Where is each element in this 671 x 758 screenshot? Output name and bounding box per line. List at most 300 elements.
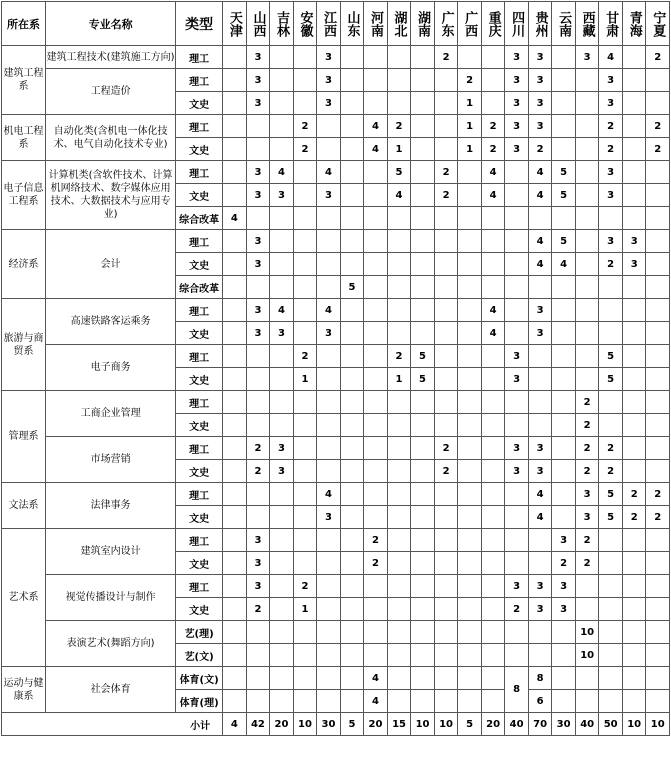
quota-cell [458, 529, 482, 552]
quota-cell [434, 276, 458, 299]
quota-cell: 4 [481, 299, 505, 322]
quota-cell: 2 [293, 345, 317, 368]
quota-cell [317, 529, 341, 552]
quota-cell [458, 253, 482, 276]
major-cell: 市场营销 [46, 437, 176, 483]
quota-cell: 3 [622, 253, 646, 276]
quota-cell [505, 207, 529, 230]
quota-cell [622, 529, 646, 552]
quota-cell: 3 [505, 575, 529, 598]
dept-cell: 管理系 [2, 391, 46, 483]
quota-cell: 3 [552, 598, 576, 621]
quota-cell [317, 115, 341, 138]
quota-cell [223, 529, 247, 552]
quota-cell [552, 644, 576, 667]
quota-cell [340, 529, 364, 552]
quota-cell [622, 207, 646, 230]
quota-cell [505, 529, 529, 552]
quota-cell [622, 46, 646, 69]
quota-cell [552, 667, 576, 690]
quota-cell [622, 621, 646, 644]
quota-cell: 3 [246, 230, 270, 253]
quota-cell [411, 506, 435, 529]
quota-cell [317, 253, 341, 276]
quota-cell [223, 92, 247, 115]
dept-cell: 运动与健康系 [2, 667, 46, 713]
quota-cell [411, 46, 435, 69]
quota-cell: 5 [552, 230, 576, 253]
enrollment-plan-table [1, 1, 670, 736]
header-province: 青海 [622, 2, 646, 46]
quota-cell: 4 [223, 207, 247, 230]
quota-cell [411, 575, 435, 598]
quota-cell: 2 [434, 161, 458, 184]
quota-cell [411, 138, 435, 161]
quota-cell: 3 [599, 69, 623, 92]
quota-cell [505, 161, 529, 184]
quota-cell [458, 322, 482, 345]
quota-cell [599, 552, 623, 575]
table-row [2, 391, 670, 414]
quota-cell: 3 [246, 161, 270, 184]
quota-cell [293, 391, 317, 414]
quota-cell [387, 437, 411, 460]
quota-cell: 4 [528, 161, 552, 184]
quota-cell [246, 506, 270, 529]
quota-cell [293, 506, 317, 529]
quota-cell [528, 552, 552, 575]
quota-cell: 2 [434, 46, 458, 69]
quota-cell [317, 621, 341, 644]
quota-cell [223, 299, 247, 322]
quota-cell [481, 437, 505, 460]
quota-cell [505, 391, 529, 414]
quota-cell: 2 [575, 437, 599, 460]
quota-cell [481, 391, 505, 414]
quota-cell [364, 92, 388, 115]
quota-cell: 3 [246, 46, 270, 69]
dept-cell: 电子信息工程系 [2, 161, 46, 230]
quota-cell [340, 644, 364, 667]
quota-cell: 4 [364, 690, 388, 713]
major-cell: 电子商务 [46, 345, 176, 391]
quota-cell [223, 460, 247, 483]
quota-cell: 3 [575, 506, 599, 529]
quota-cell: 2 [364, 552, 388, 575]
quota-cell [622, 690, 646, 713]
quota-cell [317, 368, 341, 391]
quota-cell: 2 [387, 115, 411, 138]
header-province: 湖南 [411, 2, 435, 46]
quota-cell [622, 460, 646, 483]
quota-cell: 3 [552, 529, 576, 552]
quota-cell [458, 207, 482, 230]
quota-cell [646, 529, 670, 552]
quota-cell [552, 46, 576, 69]
quota-cell [270, 575, 294, 598]
quota-cell: 1 [458, 92, 482, 115]
quota-cell: 3 [505, 46, 529, 69]
quota-cell: 3 [575, 46, 599, 69]
major-cell: 工程造价 [46, 69, 176, 115]
quota-cell [411, 598, 435, 621]
quota-cell [317, 690, 341, 713]
quota-cell [223, 690, 247, 713]
quota-cell [223, 322, 247, 345]
quota-cell [293, 92, 317, 115]
quota-cell [293, 299, 317, 322]
quota-cell [646, 69, 670, 92]
quota-cell [622, 368, 646, 391]
quota-cell [552, 483, 576, 506]
quota-cell [528, 368, 552, 391]
quota-cell [552, 115, 576, 138]
quota-cell: 4 [317, 161, 341, 184]
quota-cell [622, 552, 646, 575]
header-province: 湖北 [387, 2, 411, 46]
quota-cell [340, 322, 364, 345]
quota-cell [411, 184, 435, 207]
quota-cell: 3 [317, 69, 341, 92]
quota-cell: 3 [270, 322, 294, 345]
quota-cell [387, 575, 411, 598]
quota-cell [293, 230, 317, 253]
quota-cell: 2 [387, 345, 411, 368]
quota-cell [246, 345, 270, 368]
quota-cell [552, 92, 576, 115]
quota-cell [575, 598, 599, 621]
quota-cell [411, 667, 435, 690]
quota-cell: 2 [505, 598, 529, 621]
quota-cell [622, 667, 646, 690]
major-cell: 视觉传播设计与制作 [46, 575, 176, 621]
major-cell: 计算机类(含软件技术、计算机网络技术、数字媒体应用技术、大数据技术与应用专业) [46, 161, 176, 230]
quota-cell [293, 322, 317, 345]
quota-cell [270, 506, 294, 529]
quota-cell [646, 644, 670, 667]
subtotal-cell: 10 [411, 713, 435, 736]
subtotal-cell: 30 [317, 713, 341, 736]
quota-cell [293, 161, 317, 184]
quota-cell: 2 [458, 69, 482, 92]
quota-cell [552, 621, 576, 644]
quota-cell: 3 [505, 437, 529, 460]
type-cell: 理工 [176, 161, 223, 184]
quota-cell [340, 69, 364, 92]
quota-cell [317, 598, 341, 621]
quota-cell [293, 69, 317, 92]
quota-cell [387, 598, 411, 621]
dept-cell: 艺术系 [2, 529, 46, 667]
quota-cell [575, 368, 599, 391]
quota-cell [317, 552, 341, 575]
quota-cell [293, 414, 317, 437]
header-province: 安徽 [293, 2, 317, 46]
quota-cell [646, 345, 670, 368]
quota-cell [293, 552, 317, 575]
quota-cell [481, 414, 505, 437]
type-cell: 理工 [176, 46, 223, 69]
quota-cell [622, 414, 646, 437]
table-row [2, 115, 670, 138]
major-cell: 法律事务 [46, 483, 176, 529]
subtotal-cell: 10 [622, 713, 646, 736]
quota-cell [411, 299, 435, 322]
quota-cell [340, 161, 364, 184]
quota-cell [270, 598, 294, 621]
quota-cell [458, 598, 482, 621]
quota-cell: 2 [646, 46, 670, 69]
quota-cell [293, 690, 317, 713]
quota-cell [599, 621, 623, 644]
quota-cell: 5 [411, 368, 435, 391]
quota-cell [387, 529, 411, 552]
quota-cell: 1 [293, 368, 317, 391]
quota-cell [340, 345, 364, 368]
quota-cell-merged: 8 [505, 667, 529, 713]
quota-cell: 4 [528, 253, 552, 276]
quota-cell [622, 161, 646, 184]
type-cell: 文史 [176, 253, 223, 276]
quota-cell [434, 552, 458, 575]
quota-cell: 2 [646, 138, 670, 161]
quota-cell [364, 483, 388, 506]
quota-cell: 2 [599, 253, 623, 276]
quota-cell [411, 644, 435, 667]
quota-cell [411, 621, 435, 644]
quota-cell [340, 575, 364, 598]
quota-cell: 3 [528, 115, 552, 138]
quota-cell [364, 322, 388, 345]
quota-cell [458, 621, 482, 644]
quota-cell [317, 230, 341, 253]
subtotal-cell: 50 [599, 713, 623, 736]
quota-cell [481, 506, 505, 529]
quota-cell [317, 345, 341, 368]
quota-cell [575, 322, 599, 345]
quota-cell: 2 [246, 598, 270, 621]
quota-cell [340, 690, 364, 713]
quota-cell [599, 276, 623, 299]
quota-cell [411, 460, 435, 483]
quota-cell [270, 483, 294, 506]
quota-cell: 4 [364, 138, 388, 161]
subtotal-label: 小计 [2, 713, 223, 736]
quota-cell [411, 552, 435, 575]
quota-cell: 3 [528, 460, 552, 483]
quota-cell: 1 [387, 138, 411, 161]
quota-cell: 2 [646, 506, 670, 529]
quota-cell [364, 460, 388, 483]
quota-cell [411, 115, 435, 138]
quota-cell: 4 [528, 230, 552, 253]
quota-cell [622, 69, 646, 92]
quota-cell [646, 690, 670, 713]
quota-cell [552, 391, 576, 414]
quota-cell [364, 644, 388, 667]
quota-cell [223, 69, 247, 92]
subtotal-cell: 10 [646, 713, 670, 736]
quota-cell [458, 575, 482, 598]
quota-cell [458, 644, 482, 667]
type-cell: 文史 [176, 138, 223, 161]
quota-cell [458, 184, 482, 207]
quota-cell [293, 483, 317, 506]
quota-cell [552, 345, 576, 368]
header-province: 山西 [246, 2, 270, 46]
type-cell: 文史 [176, 598, 223, 621]
quota-cell [528, 621, 552, 644]
type-cell: 理工 [176, 391, 223, 414]
dept-cell: 经济系 [2, 230, 46, 299]
quota-cell [340, 414, 364, 437]
table-row [2, 299, 670, 322]
quota-cell [434, 391, 458, 414]
quota-cell [387, 299, 411, 322]
table-row [2, 230, 670, 253]
quota-cell [270, 667, 294, 690]
quota-cell: 2 [575, 391, 599, 414]
quota-cell [340, 230, 364, 253]
type-cell: 理工 [176, 345, 223, 368]
type-cell: 体育(理) [176, 690, 223, 713]
quota-cell: 2 [622, 483, 646, 506]
quota-cell [340, 253, 364, 276]
quota-cell [528, 345, 552, 368]
quota-cell [646, 621, 670, 644]
quota-cell [340, 552, 364, 575]
type-cell: 文史 [176, 368, 223, 391]
quota-cell [364, 299, 388, 322]
quota-cell [458, 161, 482, 184]
quota-cell [646, 253, 670, 276]
quota-cell [411, 69, 435, 92]
quota-cell [387, 414, 411, 437]
type-cell: 文史 [176, 322, 223, 345]
table-row [2, 69, 670, 92]
quota-cell [270, 690, 294, 713]
subtotal-cell: 15 [387, 713, 411, 736]
quota-cell [599, 690, 623, 713]
quota-cell [505, 253, 529, 276]
quota-cell [599, 414, 623, 437]
quota-cell [364, 69, 388, 92]
quota-cell [575, 690, 599, 713]
quota-cell: 3 [599, 161, 623, 184]
quota-cell [505, 552, 529, 575]
quota-cell [458, 414, 482, 437]
quota-cell [387, 69, 411, 92]
quota-cell: 3 [505, 368, 529, 391]
quota-cell [528, 207, 552, 230]
quota-cell [270, 115, 294, 138]
header-province: 山东 [340, 2, 364, 46]
quota-cell [599, 299, 623, 322]
quota-cell [458, 667, 482, 690]
quota-cell [246, 391, 270, 414]
quota-cell: 1 [458, 138, 482, 161]
table-body [2, 46, 670, 736]
quota-cell [434, 690, 458, 713]
quota-cell: 2 [364, 529, 388, 552]
quota-cell [528, 414, 552, 437]
quota-cell: 2 [528, 138, 552, 161]
quota-cell [599, 207, 623, 230]
quota-cell [270, 276, 294, 299]
quota-cell [340, 368, 364, 391]
quota-cell: 3 [270, 437, 294, 460]
header-province: 吉林 [270, 2, 294, 46]
quota-cell [505, 276, 529, 299]
quota-cell [364, 575, 388, 598]
quota-cell: 3 [246, 552, 270, 575]
quota-cell [575, 161, 599, 184]
quota-cell [646, 414, 670, 437]
quota-cell [434, 598, 458, 621]
type-cell: 体育(文) [176, 667, 223, 690]
quota-cell: 2 [434, 184, 458, 207]
quota-cell [575, 69, 599, 92]
quota-cell [364, 391, 388, 414]
quota-cell [387, 322, 411, 345]
quota-cell [293, 46, 317, 69]
quota-cell [646, 667, 670, 690]
quota-cell: 3 [528, 69, 552, 92]
quota-cell: 1 [293, 598, 317, 621]
quota-cell [434, 575, 458, 598]
quota-cell [434, 69, 458, 92]
quota-cell [411, 437, 435, 460]
quota-cell: 1 [458, 115, 482, 138]
quota-cell [458, 276, 482, 299]
quota-cell [270, 230, 294, 253]
quota-cell [270, 414, 294, 437]
quota-cell: 3 [246, 69, 270, 92]
header-row [2, 2, 670, 46]
quota-cell [622, 184, 646, 207]
quota-cell [505, 621, 529, 644]
subtotal-row [2, 713, 670, 736]
quota-cell [552, 299, 576, 322]
quota-cell: 3 [317, 184, 341, 207]
quota-cell [505, 230, 529, 253]
subtotal-cell: 10 [293, 713, 317, 736]
quota-cell [246, 483, 270, 506]
subtotal-cell: 40 [575, 713, 599, 736]
major-cell: 高速铁路客运乘务 [46, 299, 176, 345]
quota-cell: 4 [270, 161, 294, 184]
subtotal-cell: 5 [458, 713, 482, 736]
table-row [2, 667, 670, 690]
quota-cell [223, 46, 247, 69]
quota-cell [434, 506, 458, 529]
type-cell: 综合改革 [176, 276, 223, 299]
quota-cell [364, 368, 388, 391]
quota-cell [246, 276, 270, 299]
quota-cell [622, 115, 646, 138]
quota-cell [317, 437, 341, 460]
type-cell: 艺(文) [176, 644, 223, 667]
quota-cell: 2 [293, 575, 317, 598]
quota-cell [340, 184, 364, 207]
type-cell: 艺(理) [176, 621, 223, 644]
header-province: 天津 [223, 2, 247, 46]
quota-cell [434, 483, 458, 506]
quota-cell: 2 [599, 437, 623, 460]
quota-cell: 3 [505, 92, 529, 115]
quota-cell [364, 253, 388, 276]
type-cell: 文史 [176, 414, 223, 437]
